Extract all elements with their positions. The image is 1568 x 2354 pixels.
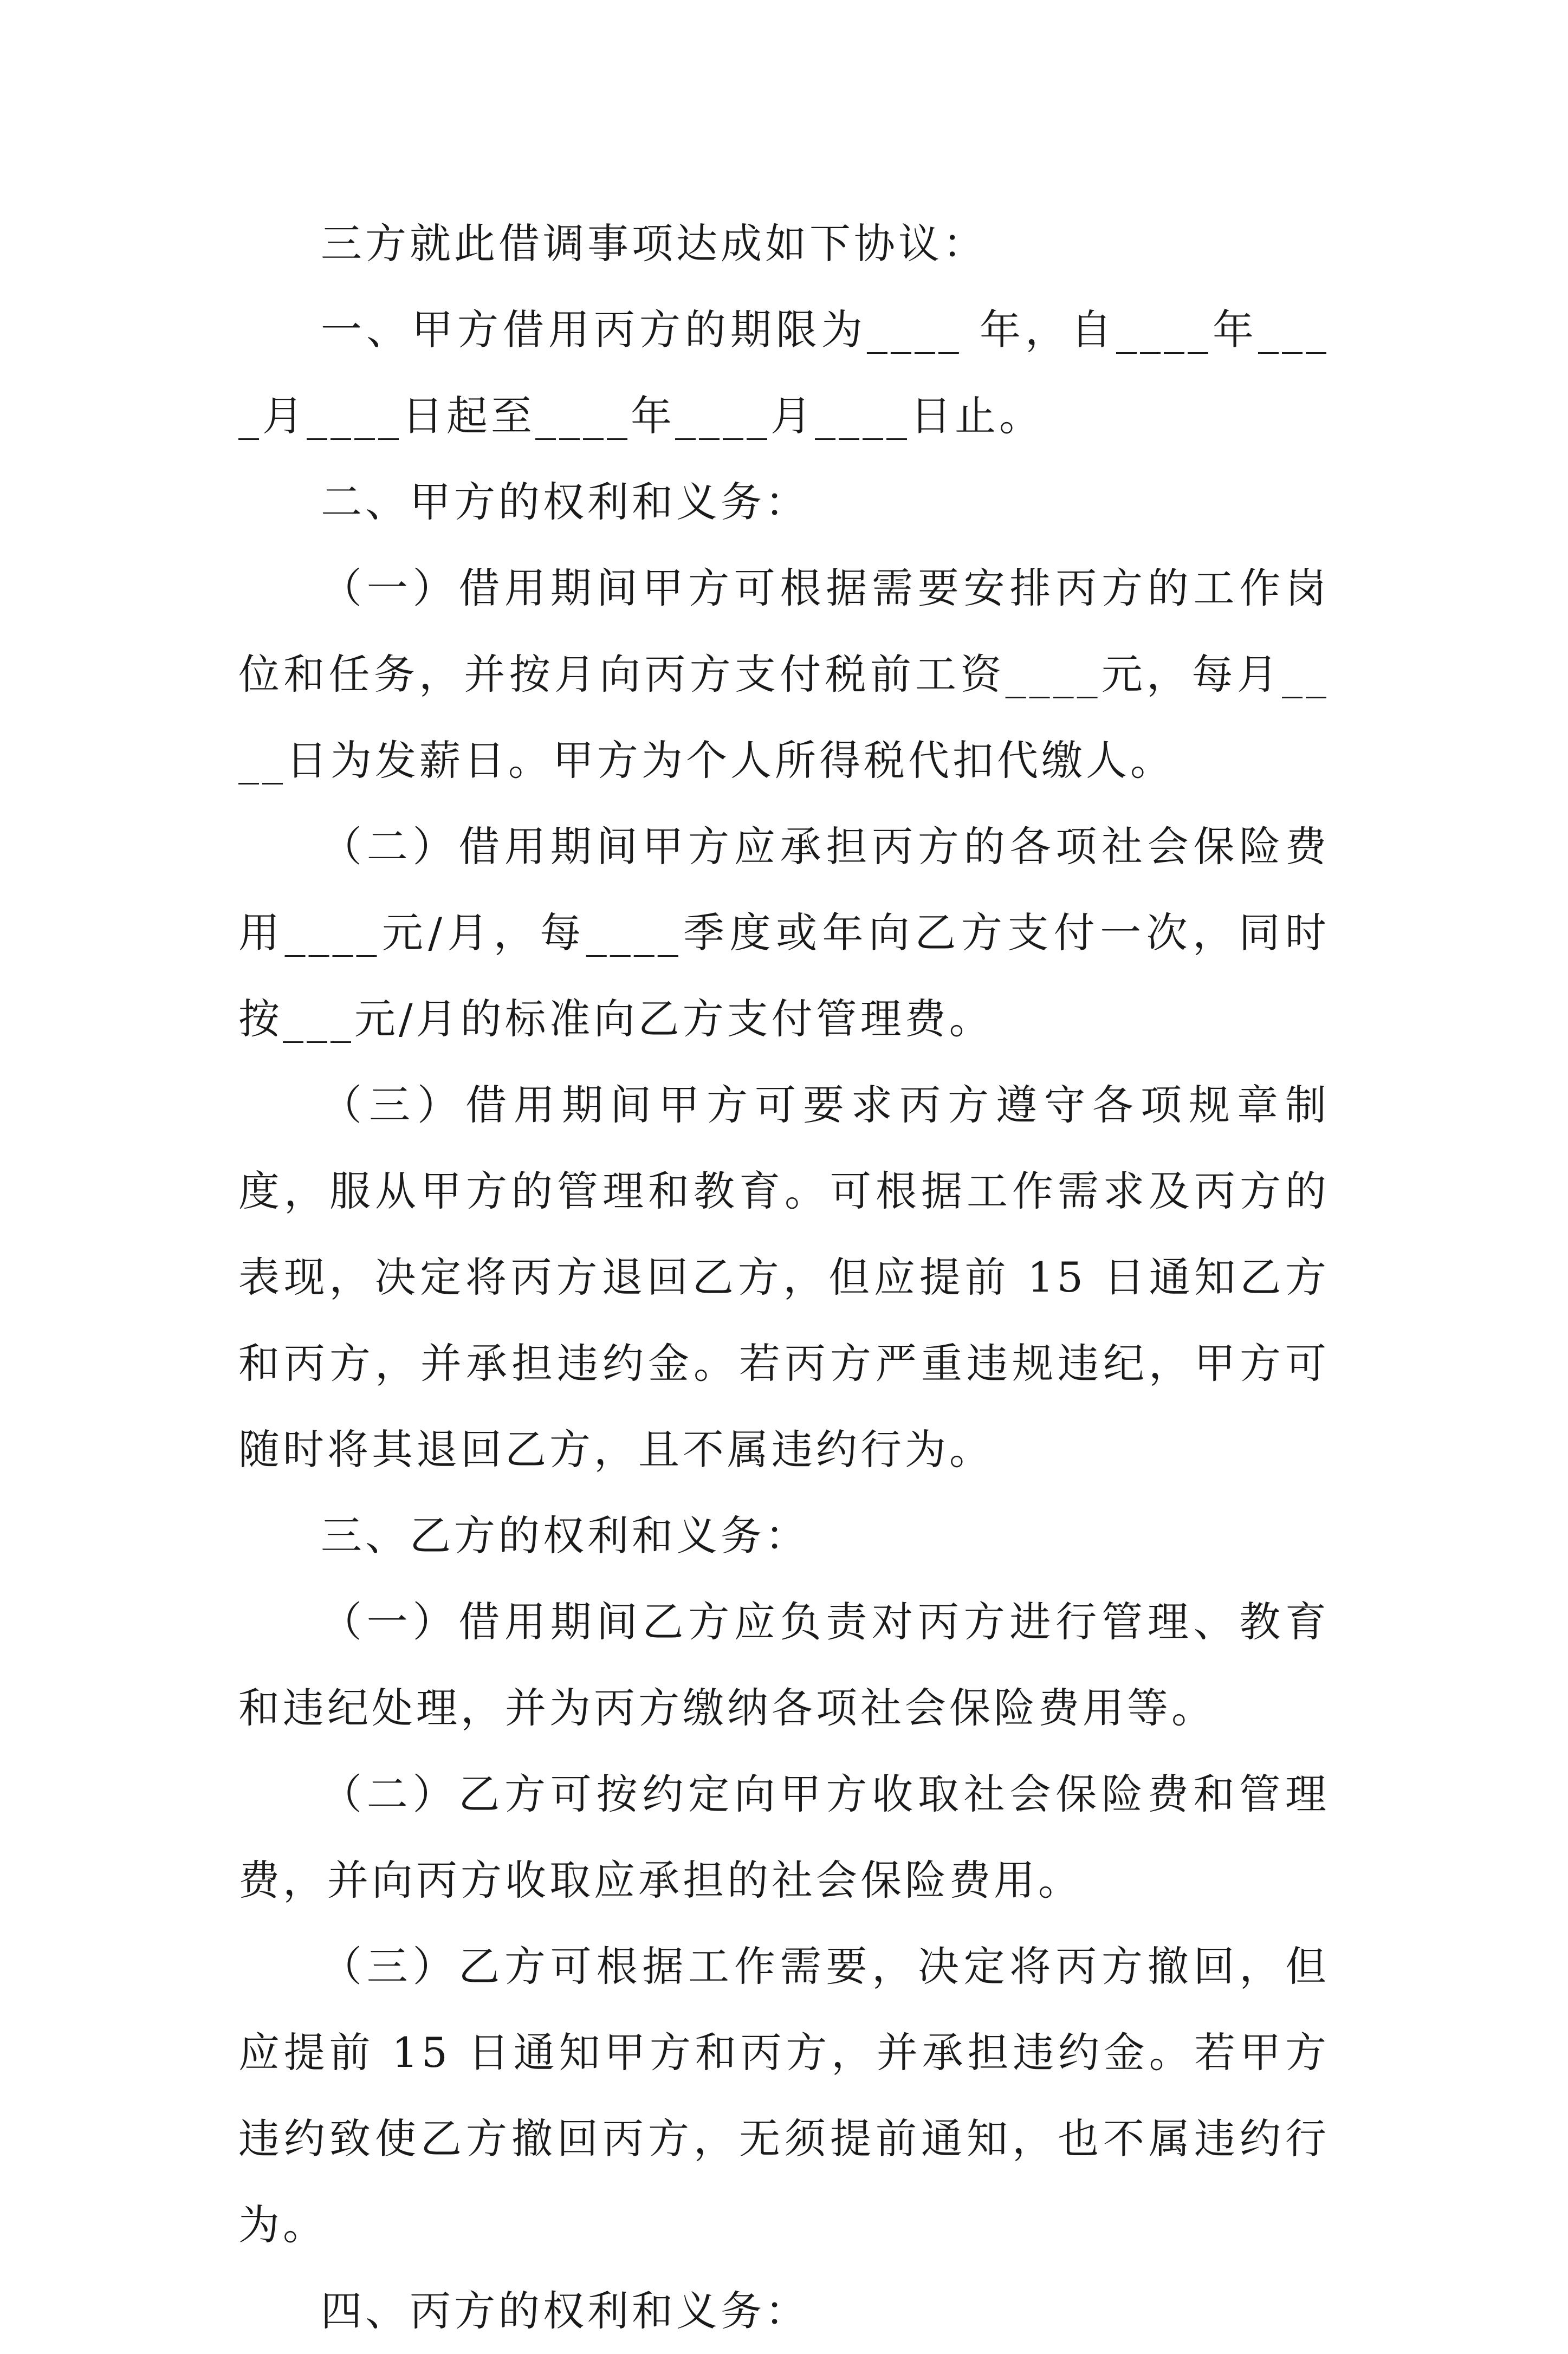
clause-party-a-2: （二）借用期间甲方应承担丙方的各项社会保险费用____元/月，每____季度或年向乙方支付一次，同时按___元/月的标准向乙方支付管理费。 <box>238 822 1330 1043</box>
clause-party-b-2: （二）乙方可按约定向甲方收取社会保险费和管理费，并向丙方收取应承担的社会保险费用。 <box>238 1770 1330 1904</box>
section-heading-party-c: 四、丙方的权利和义务： <box>321 2287 809 2335</box>
clause-party-b-3: （三）乙方可根据工作需要，决定将丙方撤回，但应提前 15 日通知甲方和丙方，并承担违约金。若甲方违约致使乙方撤回丙方，无须提前通知，也不属违约行为。 <box>238 1942 1330 2249</box>
clause-party-a-3: （三）借用期间甲方可要求丙方遵守各项规章制度，服从甲方的管理和教育。可根据工作需求及丙方的表现，决定将丙方退回乙方，但应提前 15 日通知乙方和丙方，并承担违约金。若丙方严重违规违纪，甲方可随时将其退回乙方，且不属违约行为。 <box>238 1081 1330 1474</box>
clause-party-b-1: （一）借用期间乙方应负责对丙方进行管理、教育和违纪处理，并为丙方缴纳各项社会保险费用等。 <box>238 1598 1330 1732</box>
document-body <box>238 200 1330 2354</box>
section-heading-party-a: 二、甲方的权利和义务： <box>321 478 809 526</box>
clause-term-paragraph: 一、甲方借用丙方的期限为____ 年，自____年____月____日起至____年____月____日止。 <box>238 306 1330 440</box>
intro-paragraph: 三方就此借调事项达成如下协议： <box>321 219 987 268</box>
clause-party-a-1: （一）借用期间甲方可根据需要安排丙方的工作岗位和任务，并按月向丙方支付税前工资____元，每月____日为发薪日。甲方为个人所得税代扣代缴人。 <box>238 564 1330 784</box>
section-heading-party-b: 三、乙方的权利和义务： <box>321 1512 809 1560</box>
